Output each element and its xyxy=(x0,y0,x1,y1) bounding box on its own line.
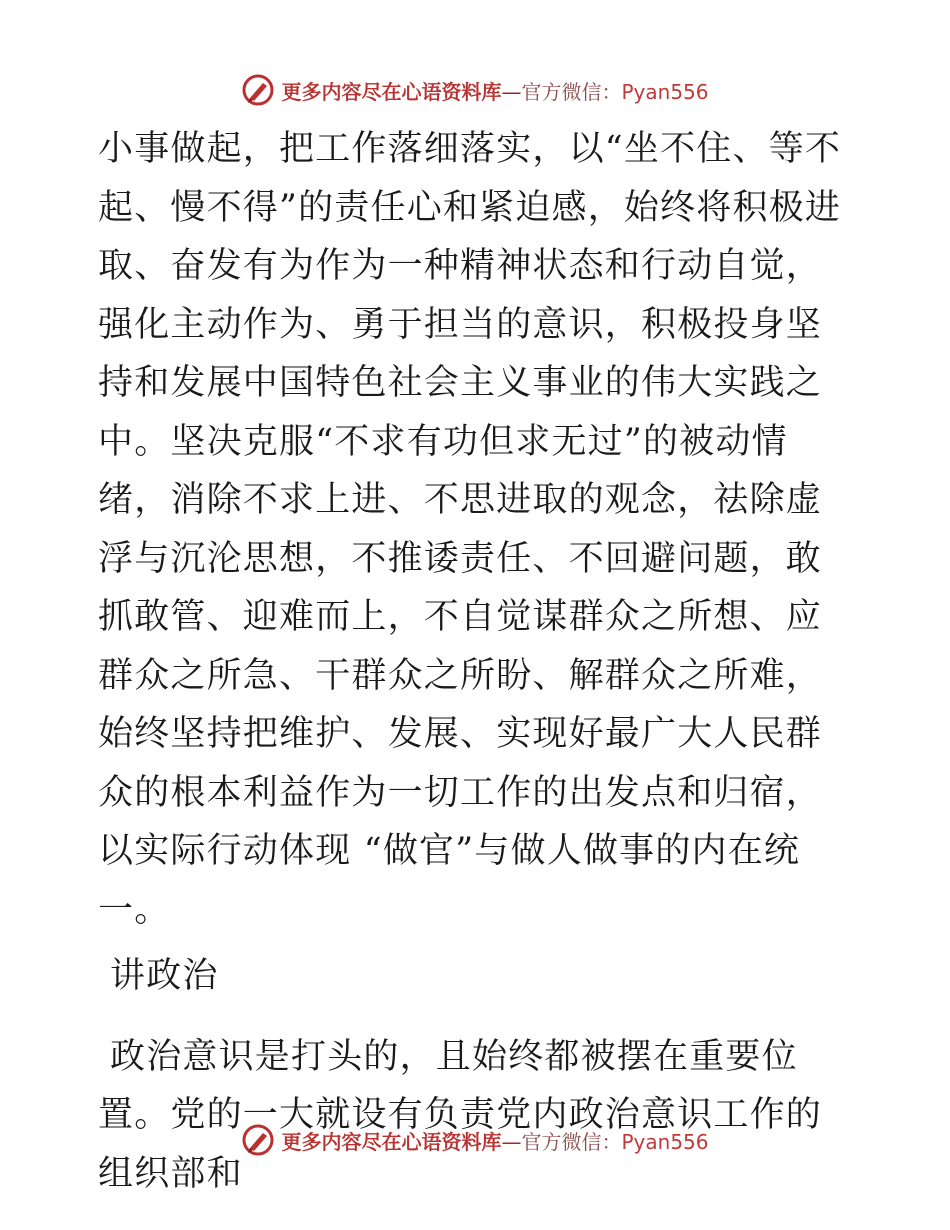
header-wechat-id: Pyan556 xyxy=(621,79,709,104)
header-separator: — xyxy=(501,79,522,104)
pen-logo-icon xyxy=(241,1123,275,1157)
body-paragraph-2: 政治意识是打头的，且始终都被摆在重要位置。党的一大就设有负责党内政治意识工作的组织部和 xyxy=(98,1036,823,1194)
section-heading: 讲政治 xyxy=(110,956,219,996)
footer-separator: — xyxy=(501,1129,522,1154)
footer-banner-text xyxy=(281,1126,708,1155)
header-banner xyxy=(0,70,950,110)
document-body xyxy=(98,120,858,1203)
footer-site-text: 更多内容尽在心语资料库 xyxy=(281,1129,502,1154)
header-wechat-label: 官方微信： xyxy=(521,79,622,104)
footer-wechat-label: 官方微信： xyxy=(521,1129,622,1154)
header-site-text: 更多内容尽在心语资料库 xyxy=(281,79,502,104)
footer-wechat-id: Pyan556 xyxy=(621,1129,709,1154)
header-banner-text xyxy=(281,76,708,105)
body-paragraph-1: 小事做起，把工作落细落实，以“坐不住、等不起、慢不得”的责任心和紧迫感，始终将积极进取、奋发有为作为一种精神状态和行动自觉，强化主动作为、勇于担当的意识，积极投身坚持和发展中国特色社会主义事业的伟大实践之中。坚决克服“不求有功但求无过”的被动情绪，消除不求上进、不思进取的观念，祛除虚浮与沉沦思想，不推诿责任、不回避问题，敢抓敢管、迎难而上，不自觉谋群众之所想、应群众之所急、干群众之所盼、解群众之所难，始终坚持把维护、发展、实现好最广大人民群众的根本利益作为一切工作的出发点和归宿，以实际行动体现 “做官”与做人做事的内在统一。 xyxy=(98,129,842,930)
footer-banner xyxy=(0,1120,950,1160)
pen-logo-icon xyxy=(241,73,275,107)
